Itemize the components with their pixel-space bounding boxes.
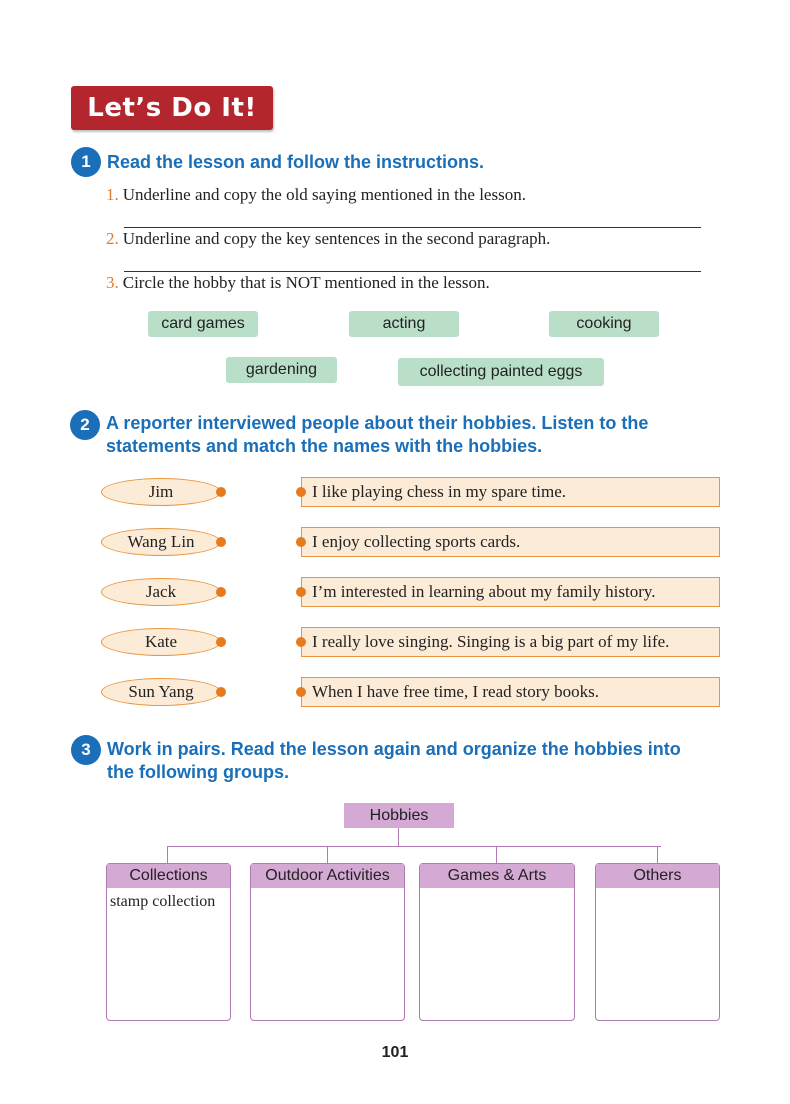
match-dot-name-1[interactable]	[216, 487, 226, 497]
match-dot-statement-3[interactable]	[296, 587, 306, 597]
tree-connector-collections	[167, 846, 168, 863]
tree-connector-outdoor	[327, 846, 328, 863]
section-2-title	[106, 412, 648, 458]
name-jack: Jack	[101, 578, 221, 606]
hobbies-root-node: Hobbies	[344, 803, 454, 828]
tree-connector-others	[657, 846, 658, 863]
match-dot-statement-2[interactable]	[296, 537, 306, 547]
group-others[interactable]	[595, 863, 720, 1021]
instruction-2-number: 2.	[106, 229, 119, 248]
lets-do-it-banner: Let’s Do It!	[71, 86, 273, 130]
group-others-label: Others	[596, 864, 719, 888]
match-dot-name-3[interactable]	[216, 587, 226, 597]
instruction-2-text: Underline and copy the key sentences in the second paragraph.	[122, 229, 551, 248]
section-3-title-line-2: the following groups.	[107, 762, 289, 782]
hobby-chip-card-games[interactable]: card games	[148, 311, 258, 337]
group-collections-entry: stamp collection	[110, 893, 216, 910]
group-games-arts[interactable]	[419, 863, 575, 1021]
section-3-title	[107, 738, 681, 784]
statement-5: When I have free time, I read story books.	[301, 677, 720, 707]
tree-connector-root	[398, 828, 399, 846]
instruction-1-text: Underline and copy the old saying mentioned in the lesson.	[122, 185, 526, 204]
name-wang-lin: Wang Lin	[101, 528, 221, 556]
instruction-2	[106, 229, 550, 249]
section-1-title: Read the lesson and follow the instructions.	[107, 152, 485, 172]
hobby-chip-gardening[interactable]: gardening	[226, 357, 337, 383]
section-2-title-line-2: statements and match the names with the hobbies.	[106, 436, 543, 456]
answer-line-1[interactable]	[124, 227, 701, 228]
page-number: 101	[381, 1044, 409, 1061]
section-2-number: 2	[70, 410, 100, 440]
match-dot-name-4[interactable]	[216, 637, 226, 647]
group-collections-label: Collections	[107, 864, 230, 888]
match-dot-statement-5[interactable]	[296, 687, 306, 697]
group-games-arts-entry	[420, 888, 574, 893]
statement-2: I enjoy collecting sports cards.	[301, 527, 720, 557]
match-dot-statement-4[interactable]	[296, 637, 306, 647]
name-jim: Jim	[101, 478, 221, 506]
section-3-number: 3	[71, 735, 101, 765]
statement-1: I like playing chess in my spare time.	[301, 477, 720, 507]
tree-connector-games	[496, 846, 497, 863]
name-kate: Kate	[101, 628, 221, 656]
statement-4: I really love singing. Singing is a big part of my life.	[301, 627, 720, 657]
group-others-entry	[596, 888, 719, 893]
name-sun-yang: Sun Yang	[101, 678, 221, 706]
group-outdoor-activities[interactable]	[250, 863, 405, 1021]
match-dot-name-2[interactable]	[216, 537, 226, 547]
hobby-chip-collecting-painted-eggs[interactable]: collecting painted eggs	[398, 358, 604, 386]
match-dot-name-5[interactable]	[216, 687, 226, 697]
hobby-chip-cooking[interactable]: cooking	[549, 311, 659, 337]
section-2-title-line-1: A reporter interviewed people about their hobbies. Listen to the	[106, 413, 649, 433]
instruction-3-text: Circle the hobby that is NOT mentioned in the lesson.	[122, 273, 490, 292]
section-1-number: 1	[71, 147, 101, 177]
group-outdoor-activities-label: Outdoor Activities	[251, 864, 404, 888]
section-3-title-line-1: Work in pairs. Read the lesson again and organize the hobbies into	[107, 739, 681, 759]
answer-line-2[interactable]	[124, 271, 701, 272]
hobby-chip-acting[interactable]: acting	[349, 311, 459, 337]
statement-3: I’m interested in learning about my family history.	[301, 577, 720, 607]
tree-connector-horizontal	[167, 846, 661, 847]
group-collections[interactable]	[106, 863, 231, 1021]
instruction-1	[106, 185, 526, 205]
group-outdoor-activities-entry	[251, 888, 404, 893]
instruction-3	[106, 273, 490, 293]
instruction-3-number: 3.	[106, 273, 119, 292]
group-games-arts-label: Games & Arts	[420, 864, 574, 888]
instruction-1-number: 1.	[106, 185, 119, 204]
match-dot-statement-1[interactable]	[296, 487, 306, 497]
